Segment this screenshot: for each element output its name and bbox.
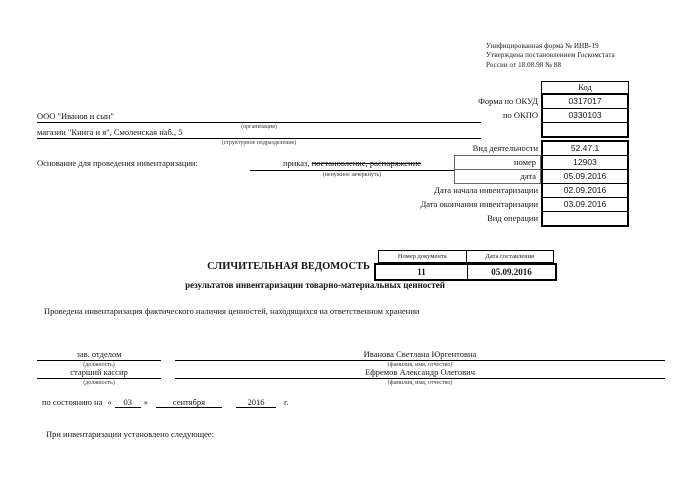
end-date-label: Дата окончания инвентаризации xyxy=(420,199,538,209)
as-of-close-quote: » xyxy=(143,397,148,407)
signature2-position: старший кассир xyxy=(70,367,128,377)
as-of-date-line xyxy=(42,397,289,408)
code-column-header: Код xyxy=(541,81,629,93)
signature1-position: зав. отделом xyxy=(76,349,122,359)
activity-code-cell: 52.47.1 xyxy=(543,142,627,156)
okpo-label: по ОКПО xyxy=(502,110,538,120)
department-underline xyxy=(37,138,481,139)
order-date-label: дата xyxy=(520,171,536,181)
signature2-position-caption: (должность) xyxy=(83,380,115,386)
signature2-name-caption: (фамилия, имя, отчество) xyxy=(387,380,453,386)
organization-name: ООО "Иванов и сын" xyxy=(37,111,114,121)
doc-date-header: Дата составления xyxy=(485,253,535,260)
basis-label: Основание для проведения инвентаризации: xyxy=(37,158,198,168)
signature1-name-underline xyxy=(175,360,665,361)
as-of-year: 2016 xyxy=(236,397,276,408)
department-caption: (структурное подразделение) xyxy=(221,140,297,146)
document-subtitle: результатов инвентаризации товарно-материальных ценностей xyxy=(185,280,445,290)
order-number-cell: 12903 xyxy=(543,156,627,170)
order-date-cell: 05.09.2016 xyxy=(543,170,627,184)
doc-table-values xyxy=(374,263,557,281)
department-name: магазин "Книга и я", Смоленская наб., 5 xyxy=(37,127,183,137)
okud-code-cell: 0317017 xyxy=(543,95,627,109)
as-of-suffix: г. xyxy=(283,397,289,407)
form-approval-note xyxy=(486,42,615,70)
order-number-date-box xyxy=(454,155,541,184)
code-box-top xyxy=(541,93,629,138)
code-column xyxy=(541,81,629,227)
basis-caption: (ненужное зачеркнуть) xyxy=(322,172,382,178)
operation-label: Вид операции xyxy=(487,213,538,223)
intro-text: Проведена инвентаризация фактического наличия ценностей, находящихся на ответственном хранении xyxy=(44,306,420,316)
order-number-label: номер xyxy=(455,156,540,170)
end-date-cell: 03.09.2016 xyxy=(543,198,627,212)
form-note-line1: Унифицированная форма № ИНВ-19 xyxy=(486,42,599,50)
operation-code-cell xyxy=(543,212,627,225)
basis-value-normal: приказ, xyxy=(282,158,312,168)
signature1-position-underline xyxy=(37,360,161,361)
doc-date-value: 05.09.2016 xyxy=(491,267,532,277)
signature1-name-caption: (фамилия, имя, отчество) xyxy=(387,362,453,368)
organization-caption: (организация) xyxy=(241,124,277,130)
doc-number-header: Номер документа xyxy=(379,251,467,262)
doc-number-value: 11 xyxy=(376,265,468,279)
form-note-line2: Утверждена постановлением Госкомстата xyxy=(486,51,615,60)
signature1-position-caption: (должность) xyxy=(83,362,115,368)
as-of-open-quote: « xyxy=(107,397,112,407)
okud-label: Форма по ОКУД xyxy=(478,96,538,106)
as-of-day: 03 xyxy=(115,397,141,408)
doc-table-header xyxy=(378,250,554,263)
basis-value xyxy=(250,158,454,168)
start-date-label: Дата начала инвентаризации xyxy=(434,185,538,195)
start-date-cell: 02.09.2016 xyxy=(543,184,627,198)
signature2-name: Ефремов Александр Олегович xyxy=(365,367,475,377)
organization-underline xyxy=(37,122,481,123)
basis-underline xyxy=(250,170,454,171)
activity-label: Вид деятельности xyxy=(472,143,538,153)
as-of-month: сентября xyxy=(156,397,222,408)
document-title: СЛИЧИТЕЛЬНАЯ ВЕДОМОСТЬ xyxy=(207,261,370,272)
footer-note: При инвентаризации установлено следующее: xyxy=(46,429,215,439)
signature2-name-underline xyxy=(175,378,665,379)
signature2-position-underline xyxy=(37,378,161,379)
form-note-line3: России от 18.08.98 № 88 xyxy=(486,60,562,69)
code-box-bottom xyxy=(541,140,629,227)
okpo-code-cell: 0330103 xyxy=(543,109,627,123)
as-of-prefix: по состоянию на xyxy=(42,397,103,407)
basis-value-struck: постановление, распоряжение xyxy=(311,158,422,168)
blank-code-cell xyxy=(543,123,627,136)
signature1-name: Иванова Светлана Юргентовна xyxy=(363,349,477,359)
